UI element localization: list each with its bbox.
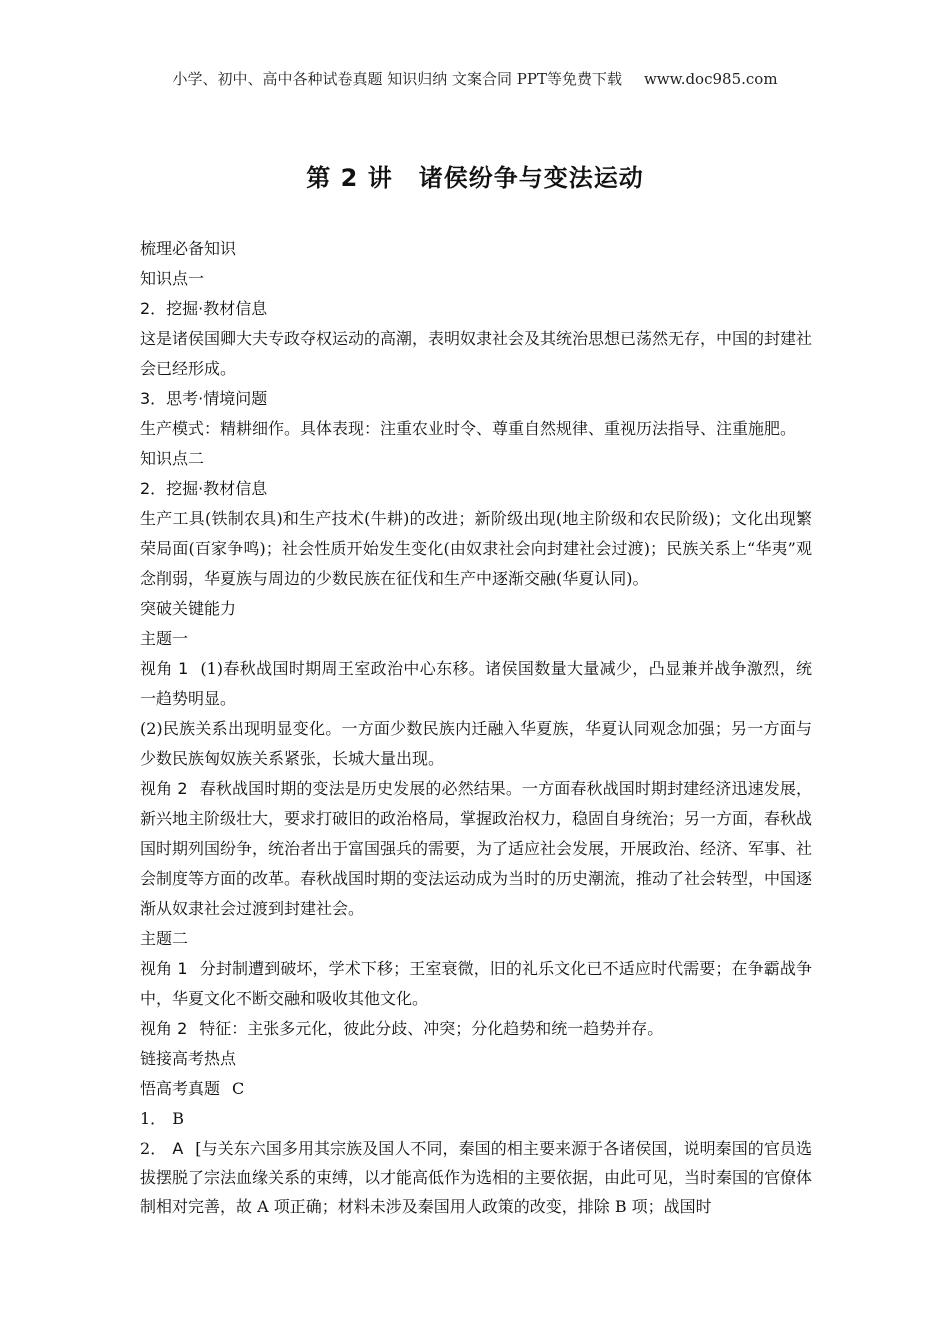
- document-body: [140, 234, 812, 1221]
- exam-answer: C: [232, 1079, 245, 1098]
- section-heading-knowledge: 梳理必备知识: [140, 239, 237, 258]
- lecture-topic: 诸侯纷争与变法运动: [418, 164, 644, 192]
- question-2-number: 2．: [140, 1139, 167, 1158]
- question-2: [140, 1134, 812, 1221]
- page-title: [0, 158, 950, 193]
- question-1-number: 1．: [140, 1109, 167, 1128]
- theme2-view1: [140, 954, 812, 1014]
- theme1-view1-text: (1)春秋战国时期周王室政治中心东移。诸侯国数量大量减少，凸显兼并战争激烈，统一趋势明显。: [140, 659, 812, 708]
- theme1-view1-text2: (2)民族关系出现明显变化。一方面少数民族内迁融入华夏族，华夏认同观念加强；另一方面与少数民族匈奴族关系紧张，长城大量出现。: [140, 719, 812, 768]
- knowledge-point-2-heading: 知识点二: [140, 449, 205, 468]
- kp1-item3-label: 3．思考·情境问题: [140, 389, 268, 408]
- section-heading-exam: 链接高考热点: [140, 1049, 237, 1068]
- question-2-explanation: [与关东六国多用其宗族及国人不同，秦国的相主要来源于各诸侯国，说明秦国的官员选拔摆脱了宗法血缘关系的束缚，以才能高低作为选相的主要依据，由此可见，当时秦国的官僚体制相对完善，故 A 项正确；材料未涉及秦国用人政策的改变，排除 B 项；战国时: [140, 1139, 813, 1216]
- kp1-item2-text: 这是诸侯国卿大夫专政夺权运动的高潮，表明奴隶社会及其统治思想已荡然无存，中国的封建社会已经形成。: [140, 329, 813, 378]
- theme1-view2-text: 春秋战国时期的变法是历史发展的必然结果。一方面春秋战国时期封建经济迅速发展，新兴地主阶级壮大，要求打破旧的政治格局，掌握政治权力，稳固自身统治；另一方面，春秋战国时期列国纷争，统治者出于富国强兵的需要，为了适应社会发展，开展政治、经济、军事、社会制度等方面的改革。春秋战国时期的变法运动成为当时的历史潮流，推动了社会转型，中国逐渐从奴隶社会过渡到封建社会。: [140, 779, 813, 918]
- theme1-view1: [140, 654, 812, 714]
- exam-heading: 悟高考真题: [140, 1079, 221, 1098]
- question-1-answer: B: [172, 1109, 184, 1128]
- knowledge-point-1-heading: 知识点一: [140, 269, 205, 288]
- kp1-item3-text: 生产模式：精耕细作。具体表现：注重农业时令、尊重自然规律、重视历法指导、注重施肥。: [140, 419, 797, 438]
- theme-2-heading: 主题二: [140, 929, 189, 948]
- theme2-view2: [140, 1014, 812, 1044]
- theme1-view2-label: 视角 2: [140, 779, 188, 798]
- question-1: [140, 1104, 812, 1134]
- kp1-item2-label: 2．挖掘·教材信息: [140, 299, 268, 318]
- question-2-answer: A: [172, 1139, 184, 1158]
- theme1-view1-label: 视角 1: [140, 659, 189, 678]
- theme-1-heading: 主题一: [140, 629, 189, 648]
- theme2-view2-text: 特征：主张多元化，彼此分歧、冲突；分化趋势和统一趋势并存。: [199, 1019, 664, 1038]
- exam-heading-line: [140, 1074, 812, 1104]
- section-heading-ability: 突破关键能力: [140, 599, 237, 618]
- lecture-number: 第 2 讲: [306, 164, 393, 192]
- theme2-view1-label: 视角 1: [140, 959, 188, 978]
- kp2-item2-label: 2．挖掘·教材信息: [140, 479, 268, 498]
- theme2-view1-text: 分封制遭到破坏，学术下移；王室衰微，旧的礼乐文化已不适应时代需要；在争霸战争中，华夏文化不断交融和吸收其他文化。: [140, 959, 812, 1008]
- page-header: [0, 68, 950, 89]
- theme1-view2: [140, 774, 812, 924]
- header-text: 小学、初中、高中各种试卷真题 知识归纳 文案合同 PPT等免费下载: [172, 70, 622, 88]
- header-url[interactable]: www.doc985.com: [643, 70, 778, 88]
- theme2-view2-label: 视角 2: [140, 1019, 188, 1038]
- kp2-item2-text: 生产工具(铁制农具)和生产技术(牛耕)的改进；新阶级出现(地主阶级和农民阶级)；文化出现繁荣局面(百家争鸣)；社会性质开始发生变化(由奴隶社会向封建社会过渡)；民族关系上“华夷”观念削弱，华夏族与周边的少数民族在征伐和生产中逐渐交融(华夏认同)。: [140, 509, 812, 588]
